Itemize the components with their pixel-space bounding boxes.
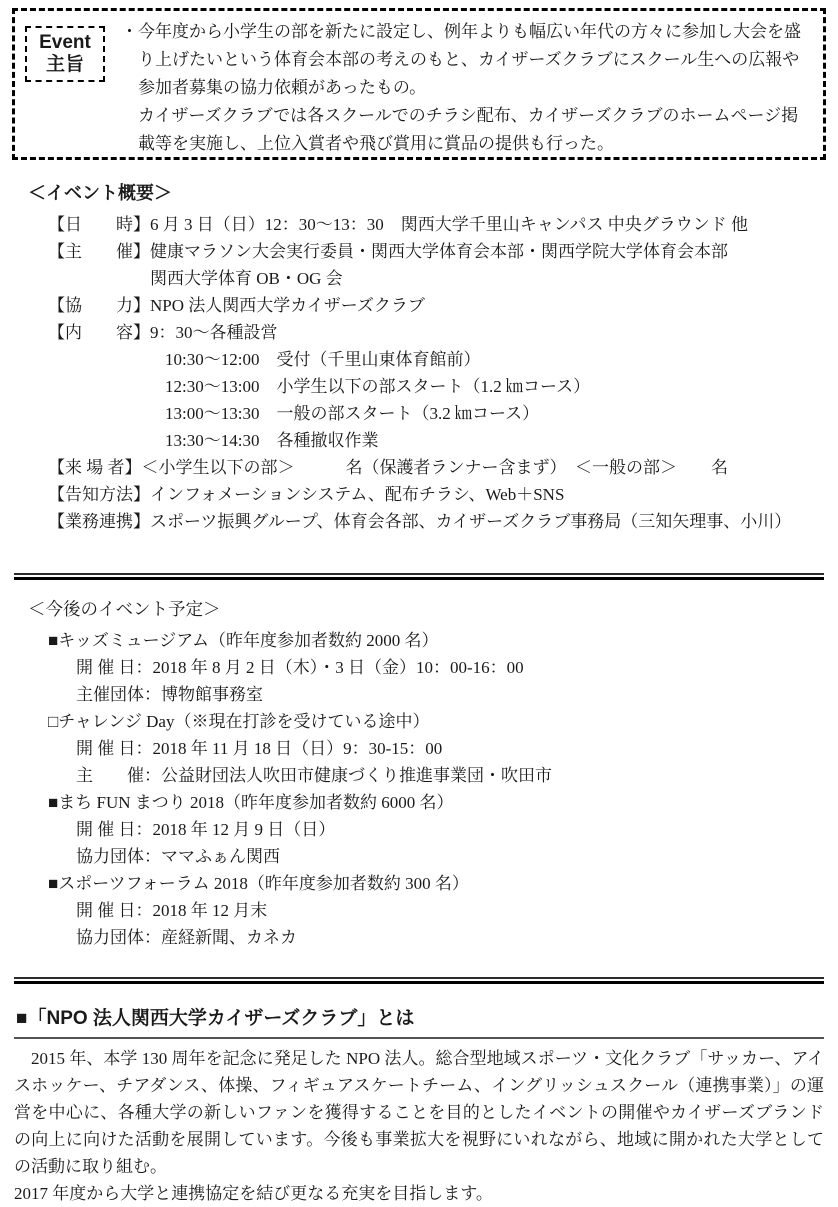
overview-row-value: NPO 法人関西大学カイザーズクラブ <box>150 296 425 315</box>
schedule-line-setup: 9：30～各種設営 <box>150 323 278 342</box>
event-purpose-paragraph-1: ・今年度から小学生の部を新たに設定し、例年よりも幅広い年代の方々に参加し大会を盛り上げたいという体育会本部の考えのもと、カイザーズクラブにスクール生への広報や参加者募集の協力依頼があったもの。 <box>121 22 801 97</box>
overview-row-contents <box>48 319 826 454</box>
overview-row-label: 【告知方法】 <box>48 485 150 504</box>
event-purpose-tag <box>25 26 105 82</box>
about-section <box>14 1006 824 1207</box>
upcoming-event-sports-forum <box>48 870 826 951</box>
overview-row-partners <box>48 508 826 535</box>
schedule-line-kids-start: 12:30～13:00 小学生以下の部スタート（1.2 ㎞コース） <box>165 377 591 396</box>
upcoming-event-machi-fun <box>48 789 826 870</box>
about-heading: ■「NPO 法人関西大学カイザーズクラブ」とは <box>14 1006 824 1039</box>
overview-row-label: 【日 時】 <box>48 215 150 234</box>
event-purpose-text <box>121 16 809 158</box>
upcoming-event-date: 開 催 日：2018 年 8 月 2 日（木）・3 日（金）10：00-16：00 <box>76 658 524 677</box>
upcoming-event-date: 開 催 日：2018 年 12 月末 <box>76 901 268 920</box>
overview-row-organizer <box>48 238 826 292</box>
overview-row-label: 【協 力】 <box>48 296 150 315</box>
about-paragraph-1: 2015 年、本学 130 周年を記念に発足した NPO 法人。総合型地域スポーツ・文化クラブ「サッカー、アイスホッケー、チアダンス、体操、フィギュアスケートチーム、イングリッシュスクール（連携事業）」の運営を中心に、各種大学の新しいファンを獲得することを目的としたイベントの開催やカイザーズブランドの向上に向けた活動を展開しています。今後も事業拡大を視野にいれながら、地域に開かれた大学としての活動に取り組む。 <box>14 1049 824 1176</box>
overview-row-label: 【来 場 者】 <box>48 458 142 477</box>
overview-row-label: 【主 催】 <box>48 242 150 261</box>
overview-section-title: ＜イベント概要＞ <box>28 183 172 203</box>
overview-row-publicity <box>48 481 826 508</box>
section-divider-2 <box>14 977 824 984</box>
overview-row-value: インフォメーションシステム、配布チラシ、Web＋SNS <box>150 485 565 504</box>
upcoming-event-title: ■キッズミュージアム（昨年度参加者数約 2000 名） <box>48 631 439 650</box>
overview-row-cooperation <box>48 292 826 319</box>
organizer-line-2: 関西大学体育 OB・OG 会 <box>150 269 343 288</box>
schedule-line-teardown: 13:30～14:30 各種撤収作業 <box>165 431 379 450</box>
upcoming-event-title: ■スポーツフォーラム 2018（昨年度参加者数約 300 名） <box>48 874 469 893</box>
overview-row-label: 【内 容】 <box>48 323 150 342</box>
upcoming-event-list <box>48 627 826 951</box>
upcoming-event-partner: 協力団体：産経新聞、カネカ <box>76 928 297 947</box>
overview-row-attendance <box>48 454 826 481</box>
upcoming-event-date: 開 催 日：2018 年 11 月 18 日（日）9：30-15：00 <box>76 739 443 758</box>
upcoming-event-date: 開 催 日：2018 年 12 月 9 日（日） <box>76 820 336 839</box>
overview-row-value: ＜小学生以下の部＞ 名（保護者ランナー含まず） ＜一般の部＞ 名 <box>141 458 728 477</box>
section-divider-1 <box>14 573 824 580</box>
upcoming-event-title: ■まち FUN まつり 2018（昨年度参加者数約 6000 名） <box>48 793 454 812</box>
overview-row-label: 【業務連携】 <box>48 512 150 531</box>
overview-row-value <box>150 319 826 454</box>
overview-row-value: 6 月 3 日（日）12：30～13：30 関西大学千里山キャンパス 中央グラウンド 他 <box>150 215 749 234</box>
overview-row-datetime <box>48 211 826 238</box>
upcoming-event-organizer: 主 催：公益財団法人吹田市健康づくり推進事業団・吹田市 <box>76 766 552 785</box>
upcoming-section-title: ＜今後のイベント予定＞ <box>28 599 221 619</box>
about-paragraph-2: 2017 年度から大学と連携協定を結び更なる充実を目指します。 <box>14 1184 493 1203</box>
overview-row-value: スポーツ振興グループ、体育会各部、カイザーズクラブ事務局（三知矢理事、小川） <box>150 512 792 531</box>
event-purpose-box <box>12 8 826 160</box>
schedule-line-general-start: 13:00～13:30 一般の部スタート（3.2 ㎞コース） <box>165 404 540 423</box>
overview-row-value <box>150 238 826 292</box>
event-tag-label-jp: 主旨 <box>45 54 84 75</box>
event-tag-label-en: Event <box>39 32 91 54</box>
organizer-line-1: 健康マラソン大会実行委員・関西大学体育会本部・関西学院大学体育会本部 <box>150 242 728 261</box>
overview-list <box>48 211 826 535</box>
upcoming-event-kids-museum <box>48 627 826 708</box>
schedule-line-reception: 10:30～12:00 受付（千里山東体育館前） <box>165 350 481 369</box>
event-purpose-paragraph-2: カイザーズクラブでは各スクールでのチラシ配布、カイザーズクラブのホームページ掲載等を実施し、上位入賞者や飛び賞用に賞品の提供も行った。 <box>138 106 799 153</box>
upcoming-event-partner: 協力団体：ママふぁん関西 <box>76 847 280 866</box>
upcoming-event-title: □チャレンジ Day（※現在打診を受けている途中） <box>48 712 430 731</box>
upcoming-event-challenge-day <box>48 708 826 789</box>
upcoming-event-organizer: 主催団体：博物館事務室 <box>76 685 263 704</box>
